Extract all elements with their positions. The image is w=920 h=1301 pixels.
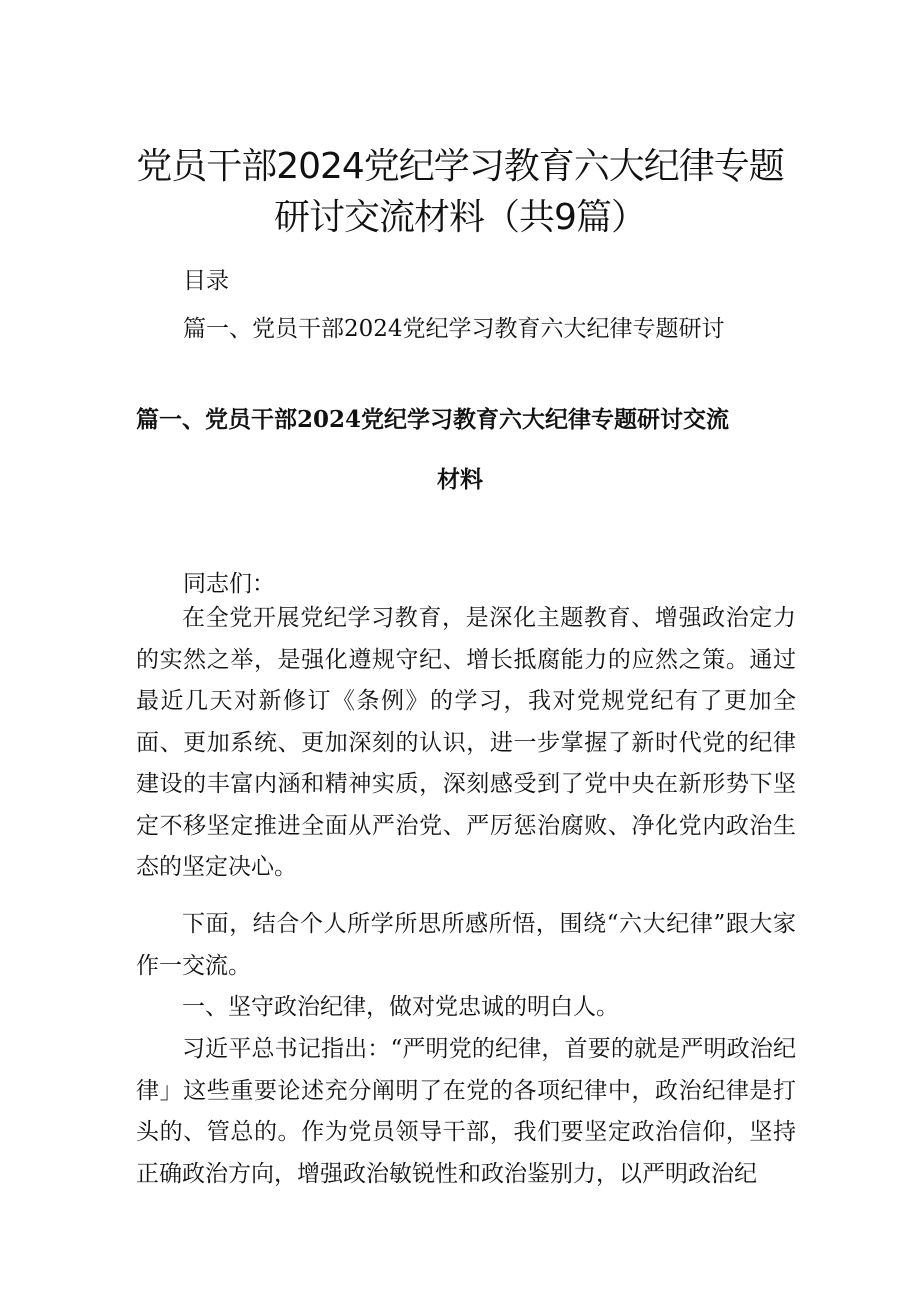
- toc-entry[interactable]: 篇一、党员干部2024党纪学习教育六大纪律专题研讨: [183, 316, 725, 342]
- subsection-heading: 一、坚守政治纪律，做对党忠诚的明白人。: [182, 994, 619, 1020]
- body-paragraph: 下面，结合个人所学所思所感所悟，围绕“六大纪律”跟大家作一交流。: [136, 911, 796, 979]
- body-paragraph: 在全党开展党纪学习教育，是深化主题教育、增强政治定力的实然之举，是强化遵规守纪、增长抵腐能力的应然之策。通过最近几天对新修订《条例》的学习，我对党规党纪有了更加全面、更加系统、更加深刻的认识，进一步掌握了新时代党的纪律建设的丰富内涵和精神实质，深刻感受到了党中央在新形势下坚定不移坚定推进全面从严治党、严厉惩治腐败、净化党内政治生态的坚定决心。: [136, 605, 796, 880]
- toc-label: 目录: [183, 268, 229, 294]
- section-heading-line-1: 篇一、党员干部2024党纪学习教育六大纪律专题研讨交流: [136, 406, 730, 433]
- document-title-line-1: 党员干部2024党纪学习教育六大纪律专题: [136, 146, 784, 187]
- body-paragraph: 习近平总书记指出：“严明党的纪律，首要的就是严明政治纪律」这些重要论述充分阐明了在党的各项纪律中，政治纪律是打头的、管总的。作为党员领导干部，我们要坚定政治信仰，坚持正确政治方向，增强政治敏锐性和政治鉴别力，以严明政治纪: [136, 1036, 796, 1187]
- section-heading-line-2: 材料: [437, 466, 483, 493]
- greeting: 同志们：: [183, 571, 275, 597]
- document-title-line-2: 研讨交流材料（共9篇）: [274, 197, 646, 238]
